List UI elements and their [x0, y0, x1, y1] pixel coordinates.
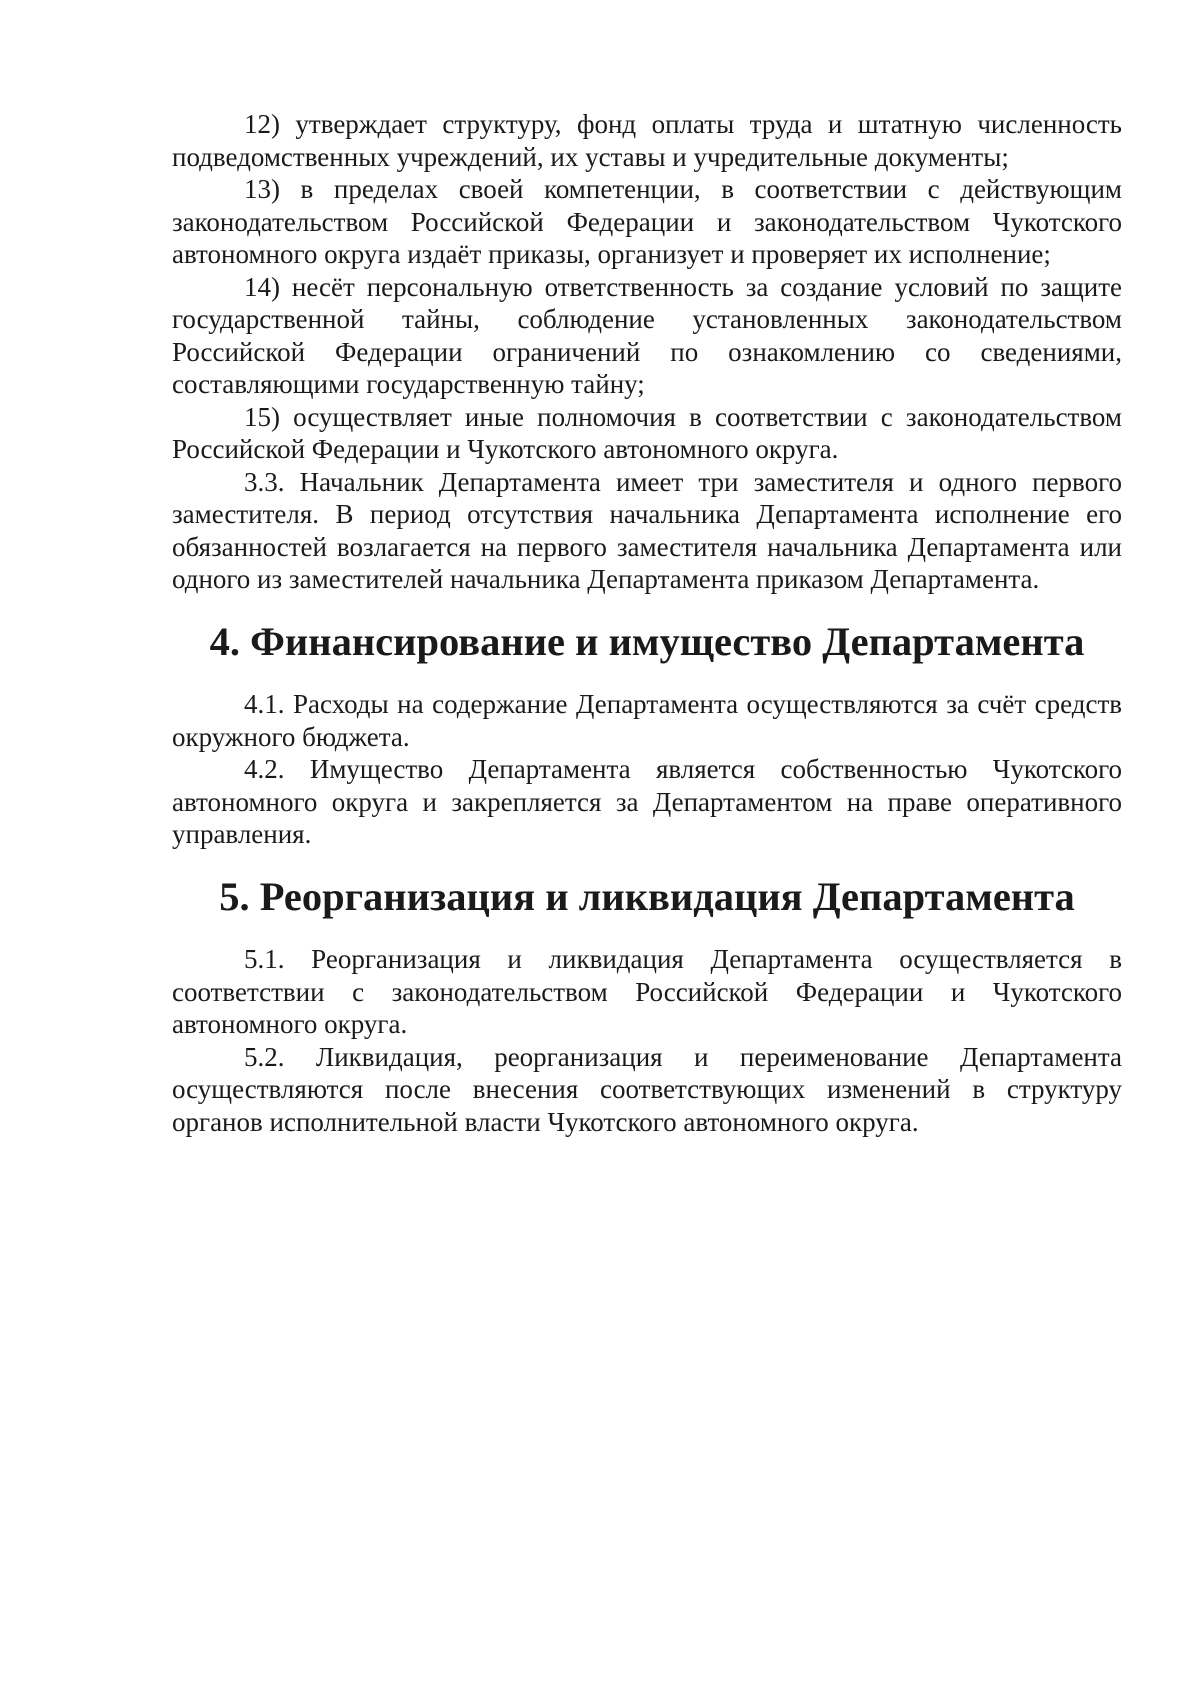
document-page — [172, 108, 1122, 1138]
paragraph-3-3: 3.3. Начальник Департамента имеет три заместителя и одного первого заместителя. В период отсутствия начальника Департамента исполнение его обязанностей возлагается на первого заместителя начальника Департамента или одного из заместителей начальника Департамента приказом Департамента. — [172, 466, 1122, 594]
paragraph-4-1: 4.1. Расходы на содержание Департамента осуществляются за счёт средств окружного бюджета. — [172, 689, 1122, 752]
paragraph-item-14: 14) несёт персональную ответственность за создание условий по защите государственной тайны, соблюдение установленных законодательством Российской Федерации ограничений по ознакомлению со сведениями, составляющими государственную тайну; — [172, 271, 1122, 399]
section-5-heading: 5. Реорганизация и ликвидация Департамента — [219, 873, 1075, 919]
paragraph-item-15: 15) осуществляет иные полномочия в соответствии с законодательством Российской Федерации и Чукотского автономного округа. — [172, 401, 1122, 464]
section-4-heading: 4. Финансирование и имущество Департамента — [209, 618, 1085, 664]
paragraph-5-1: 5.1. Реорганизация и ликвидация Департамента осуществляется в соответствии с законодательством Российской Федерации и Чукотского автономного округа. — [172, 944, 1122, 1039]
paragraph-item-12: 12) утверждает структуру, фонд оплаты труда и штатную численность подведомственных учреждений, их уставы и учредительные документы; — [172, 109, 1122, 172]
paragraph-item-13: 13) в пределах своей компетенции, в соответствии с действующим законодательством Российской Федерации и законодательством Чукотского автономного округа издаёт приказы, организует и проверяет их исполнение; — [172, 174, 1122, 269]
paragraph-5-2: 5.2. Ликвидация, реорганизация и переименование Департамента осуществляются после внесения соответствующих изменений в структуру органов исполнительной власти Чукотского автономного округа. — [172, 1041, 1122, 1137]
paragraph-4-2: 4.2. Имущество Департамента является собственностью Чукотского автономного округа и закрепляется за Департаментом на праве оперативного управления. — [172, 754, 1122, 849]
